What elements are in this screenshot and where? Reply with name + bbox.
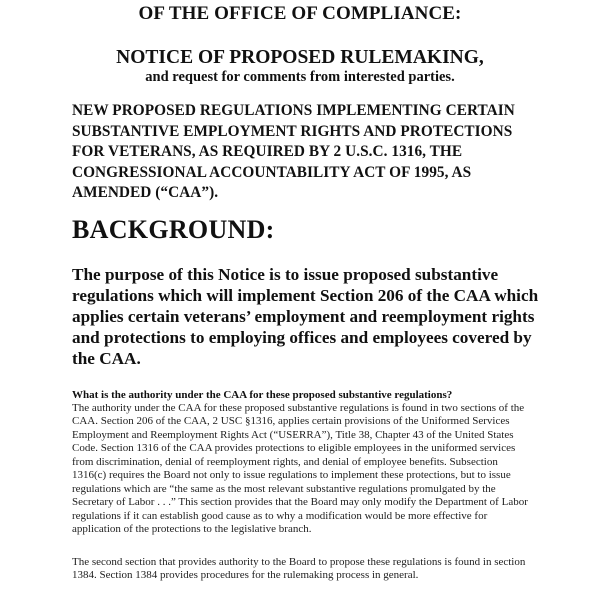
- authority-paragraph: The authority under the CAA for these proposed substantive regulations is found in two sections of the CAA. Section 206 of the CAA, 2 USC §1316, applies certain provisions of the Uniformed Services Employment and Reemployment Rights Act (“USERRA”), Title 38, Chapter 43 of the United States Code. Section 1316 of the CAA provides protections to eligible employees in the uniformed services from discrimination, denial of reemployment rights, and denial of employee benefits. Subsection 1316(c) requires the Board not only to issue regulations to implement these protections, but to issue regulations which are “the same as the most relevant substantive regulations promulgated by the Secretary of Labor . . .” This section provides that the Board may only modify the Department of Labor regulations if it can establish good cause as to why a modification would be more effective for application of the protections to the legislative branch.: [72, 402, 528, 536]
- purpose-paragraph: The purpose of this Notice is to issue proposed substantive regulations which will implement Section 206 of the CAA which applies certain veterans’ employment and reemployment rights and protections to employing offices and employees covered by the CAA.: [72, 265, 539, 368]
- second-section-paragraph: The second section that provides authority to the Board to propose these regulations is found in section 1384. Section 1384 provides procedures for the rulemaking process in general.: [72, 556, 526, 582]
- background-heading: BACKGROUND:: [72, 215, 275, 244]
- regulations-heading: NEW PROPOSED REGULATIONS IMPLEMENTING CERTAIN SUBSTANTIVE EMPLOYMENT RIGHTS AND PROTECTIONS FOR VETERANS, AS REQUIRED BY 2 U.S.C. 1316, THE CONGRESSIONAL ACCOUNTABILITY ACT OF 1995, AS AMENDED (“CAA”).: [72, 102, 515, 202]
- office-heading: OF THE OFFICE OF COMPLIANCE:: [138, 3, 462, 24]
- notice-title: NOTICE OF PROPOSED RULEMAKING,: [116, 47, 484, 68]
- authority-question: What is the authority under the CAA for these proposed substantive regulations?: [72, 389, 453, 401]
- notice-subtitle: and request for comments from interested parties.: [145, 69, 455, 85]
